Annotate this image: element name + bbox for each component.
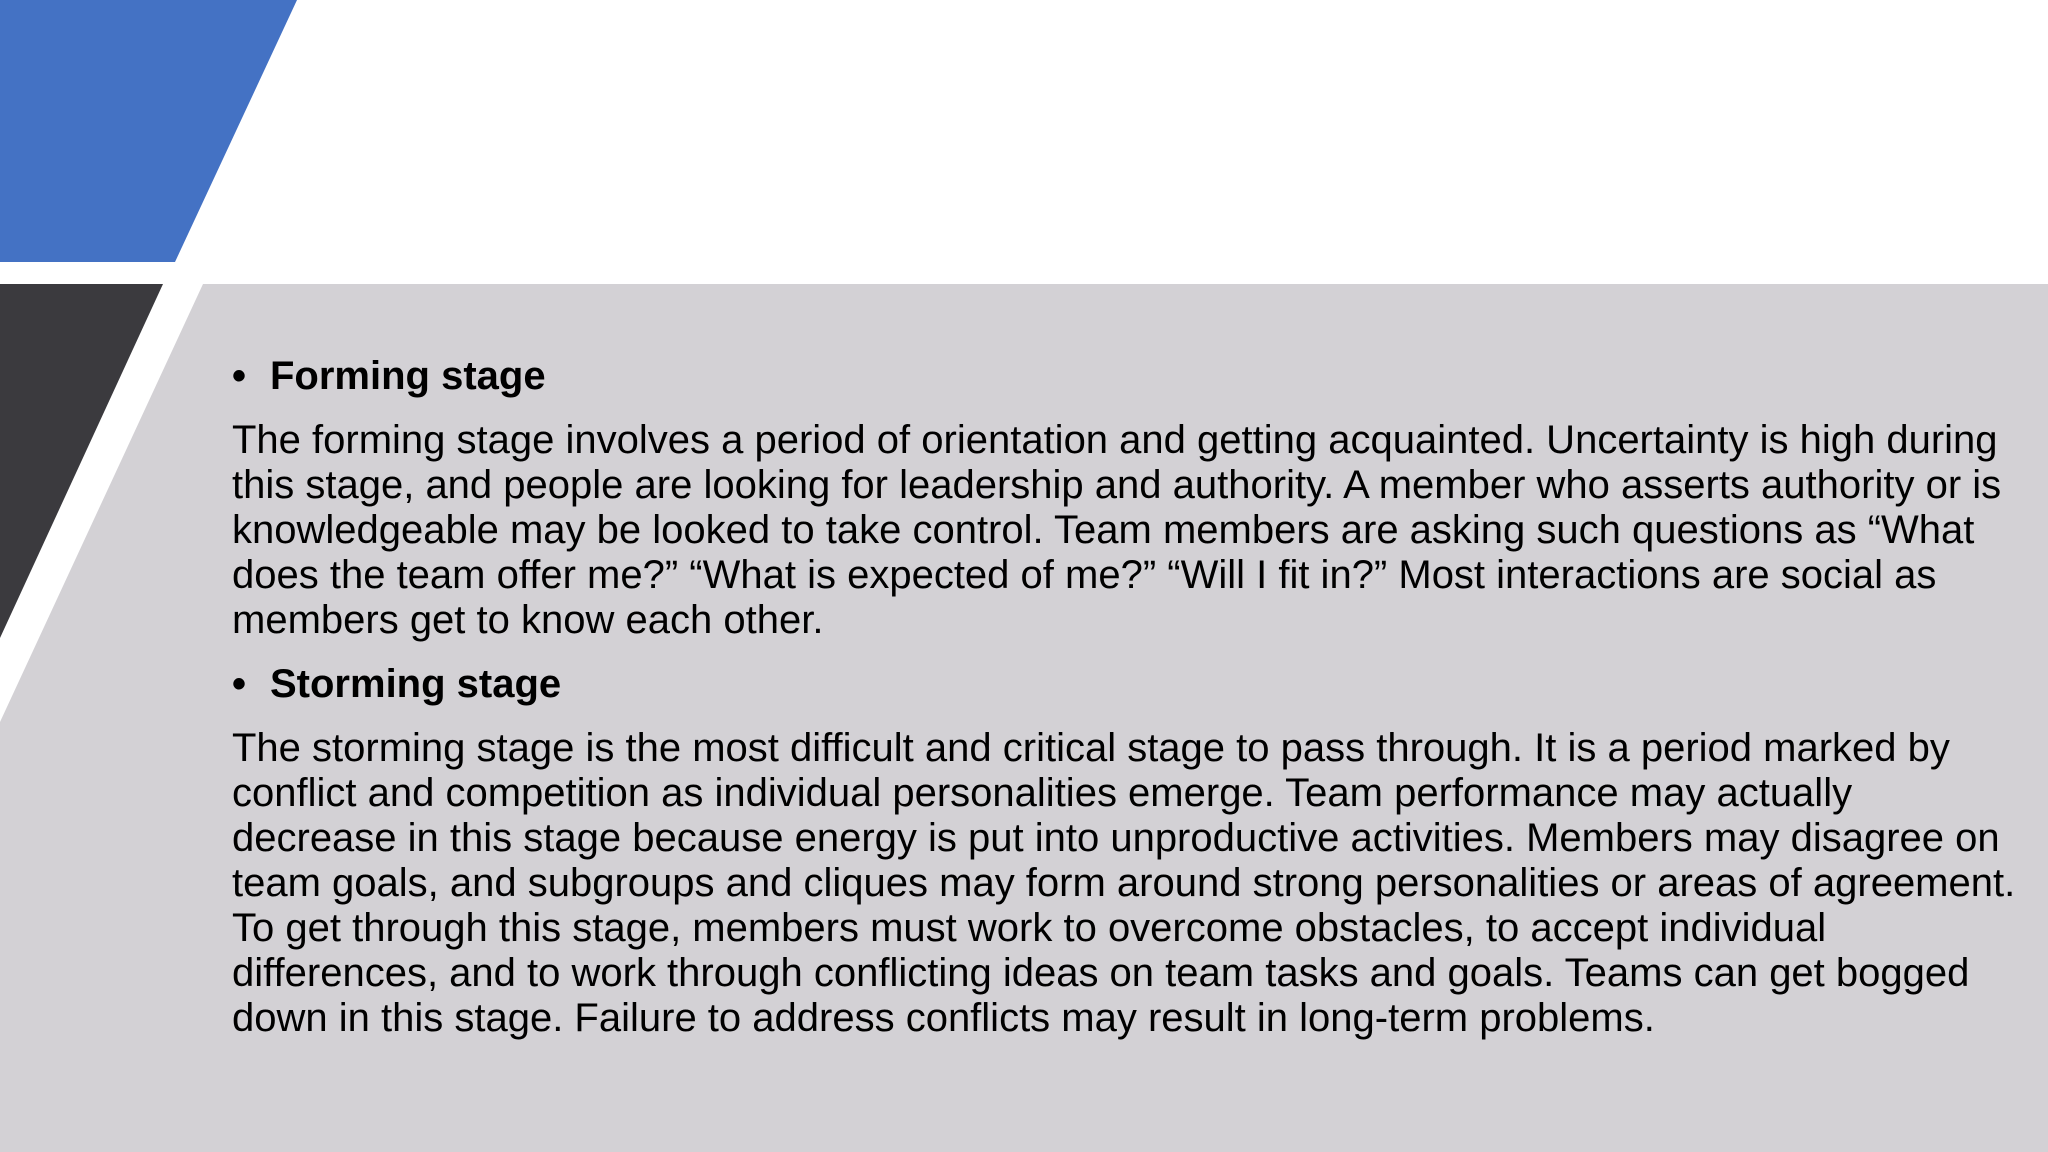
bullet-icon: • — [232, 354, 247, 398]
paragraph-forming: The forming stage involves a period of orientation and getting acquainted. Uncertainty is high during this stage, and people are looking for leadership and authority. A member who asserts authority or is knowledgeable may be looked to take control. Team members are asking such questions as “What does the team offer me?” “What is expected of me?” “Will I fit in?” Most interactions are social as members get to know each other. — [232, 418, 2002, 642]
paragraph-storming: The storming stage is the most difficult and critical stage to pass through. It is a period marked by conflict and competition as individual personalities emerge. Team performance may actually decrease in this stage because energy is put into unproductive activities. Members may disagree on team goals, and subgroups and cliques may form around strong personalities or areas of agreement. To get through this stage, members must work to overcome obstacles, to accept individual differences, and to work through conflicting ideas on team tasks and goals. Teams can get bogged down in this stage. Failure to address conflicts may result in long-term problems. — [232, 726, 2016, 1040]
section-heading-forming — [232, 351, 2022, 401]
slide-content — [232, 351, 2022, 1057]
section-heading-storming — [232, 659, 2022, 709]
bullet-icon: • — [232, 662, 247, 706]
heading-text: Storming stage — [270, 662, 562, 706]
blue-accent-shape — [0, 0, 297, 262]
heading-text: Forming stage — [270, 354, 546, 398]
